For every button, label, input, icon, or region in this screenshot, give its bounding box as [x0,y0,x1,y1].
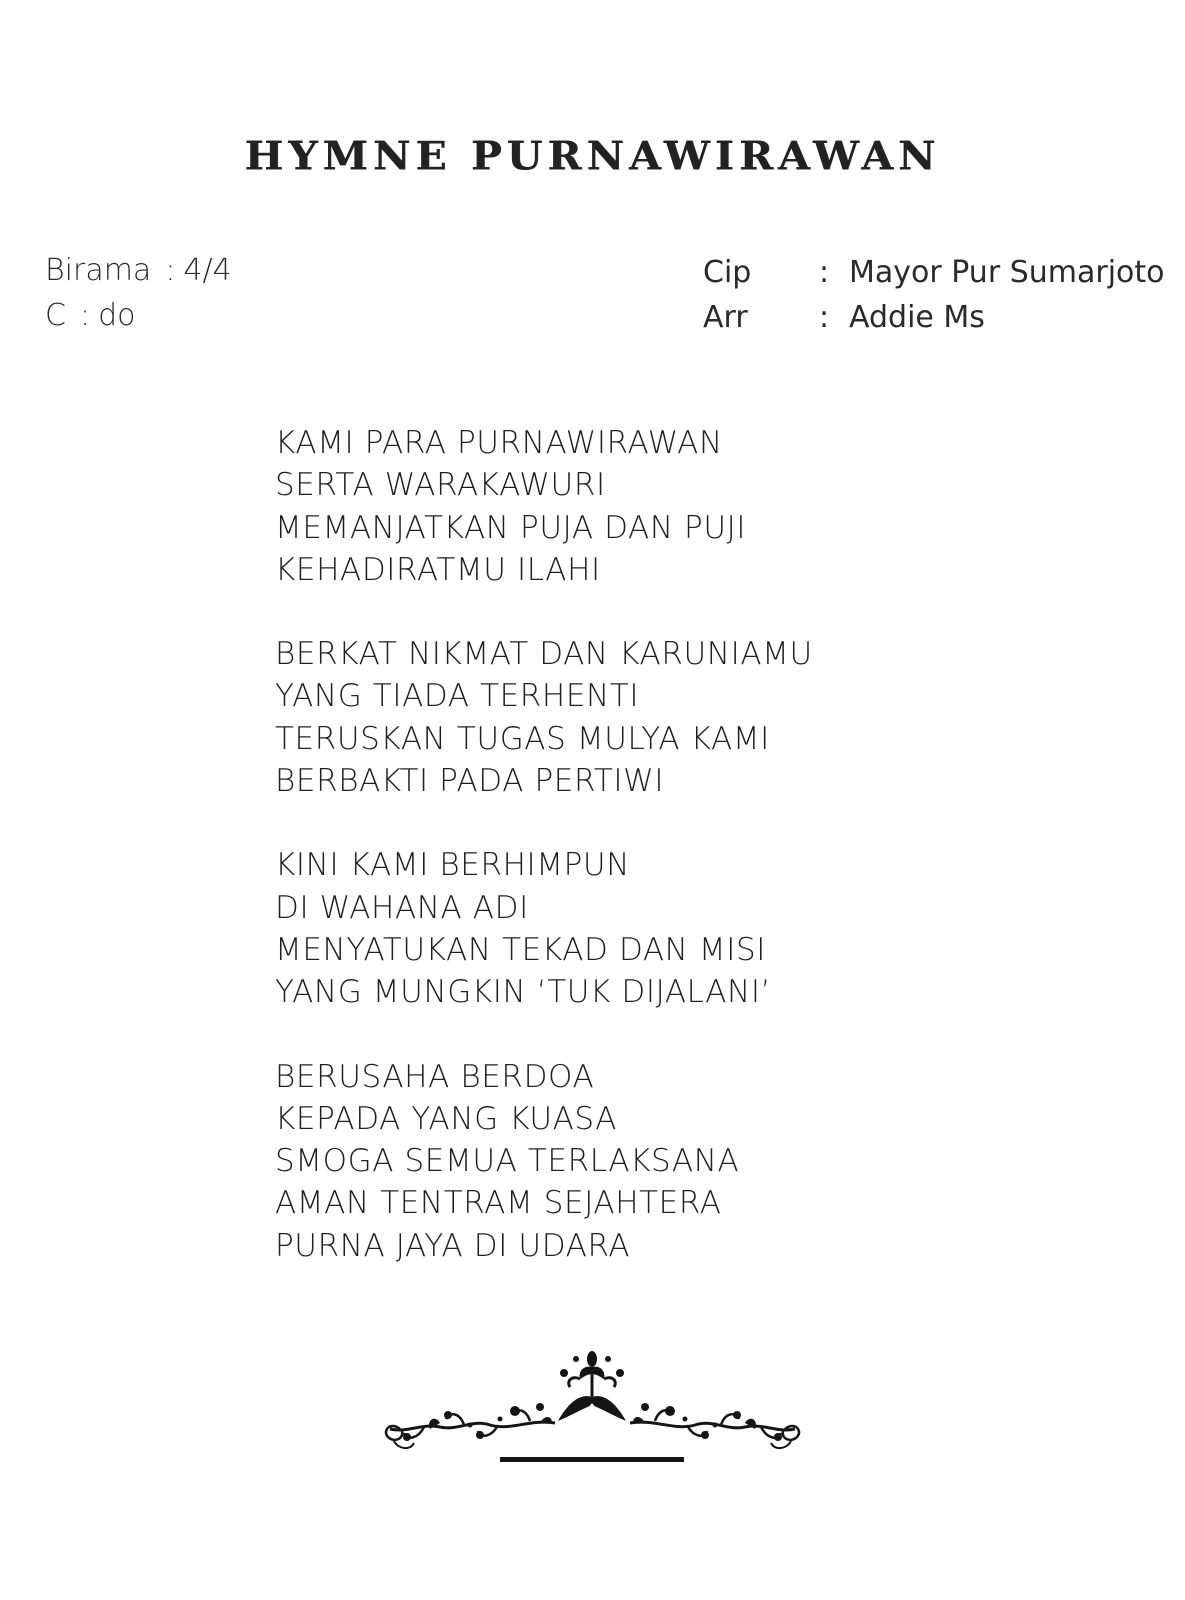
meta-birama [45,248,232,293]
lyric-line: TERUSKAN TUGAS MULYA KAMI [275,720,770,757]
lyric-line: KEPADA YANG KUASA [275,1100,618,1137]
meta-label: C [45,298,66,333]
lyric-line: AMAN TENTRAM SEJAHTERA [275,1185,722,1222]
meta-separator: : [819,300,830,335]
meta-separator: : [819,255,830,290]
lyric-line: PURNA JAYA DI UDARA [275,1227,631,1264]
meta-label: Birama [45,253,152,288]
lyric-line: KAMI PARA PURNAWIRAWAN [275,425,723,461]
meta-right [703,250,1165,340]
meta-key [45,293,232,338]
meta-value: Mayor Pur Sumarjoto [849,255,1165,290]
meta-label: Arr [703,300,748,335]
meta-value: Addie Ms [849,300,985,335]
floral-divider-icon [380,1345,805,1475]
meta-label: Cip [703,255,752,290]
meta-arranger [703,295,1165,340]
stanza-3 [275,844,813,1013]
lyric-line: DI WAHANA ADI [275,889,529,926]
lyric-line: MEMANJATKAN PUJA DAN PUJI [275,509,747,546]
meta-left [45,248,232,338]
stanza-2 [275,633,813,802]
meta-separator: : [79,298,91,333]
lyric-line: BERUSAHA BERDOA [275,1058,595,1095]
lyric-line: BERBAKTI PADA PERTIWI [275,763,665,800]
stanza-4 [275,1056,813,1267]
meta-composer [703,250,1165,295]
lyric-line: SMOGA SEMUA TERLAKSANA [275,1143,740,1180]
page-title: HYMNE PURNAWIRAWAN [244,133,941,179]
meta-separator: : [165,253,176,288]
meta-value: do [98,298,136,333]
lyric-line: MENYATUKAN TEKAD DAN MISI [275,931,767,968]
lyric-line: YANG MUNGKIN ‘TUK DIJALANI’ [275,974,772,1011]
lyric-line: YANG TIADA TERHENTI [275,678,640,715]
lyric-line: KEHADIRATMU ILAHI [275,551,601,588]
lyric-line: BERKAT NIKMAT DAN KARUNIAMU [275,636,813,673]
lyric-line: SERTA WARAKAWURI [275,467,606,504]
lyrics [275,422,813,1309]
stanza-1 [275,422,813,591]
meta-value: 4/4 [183,253,232,288]
lyric-line: KINI KAMI BERHIMPUN [275,847,630,884]
